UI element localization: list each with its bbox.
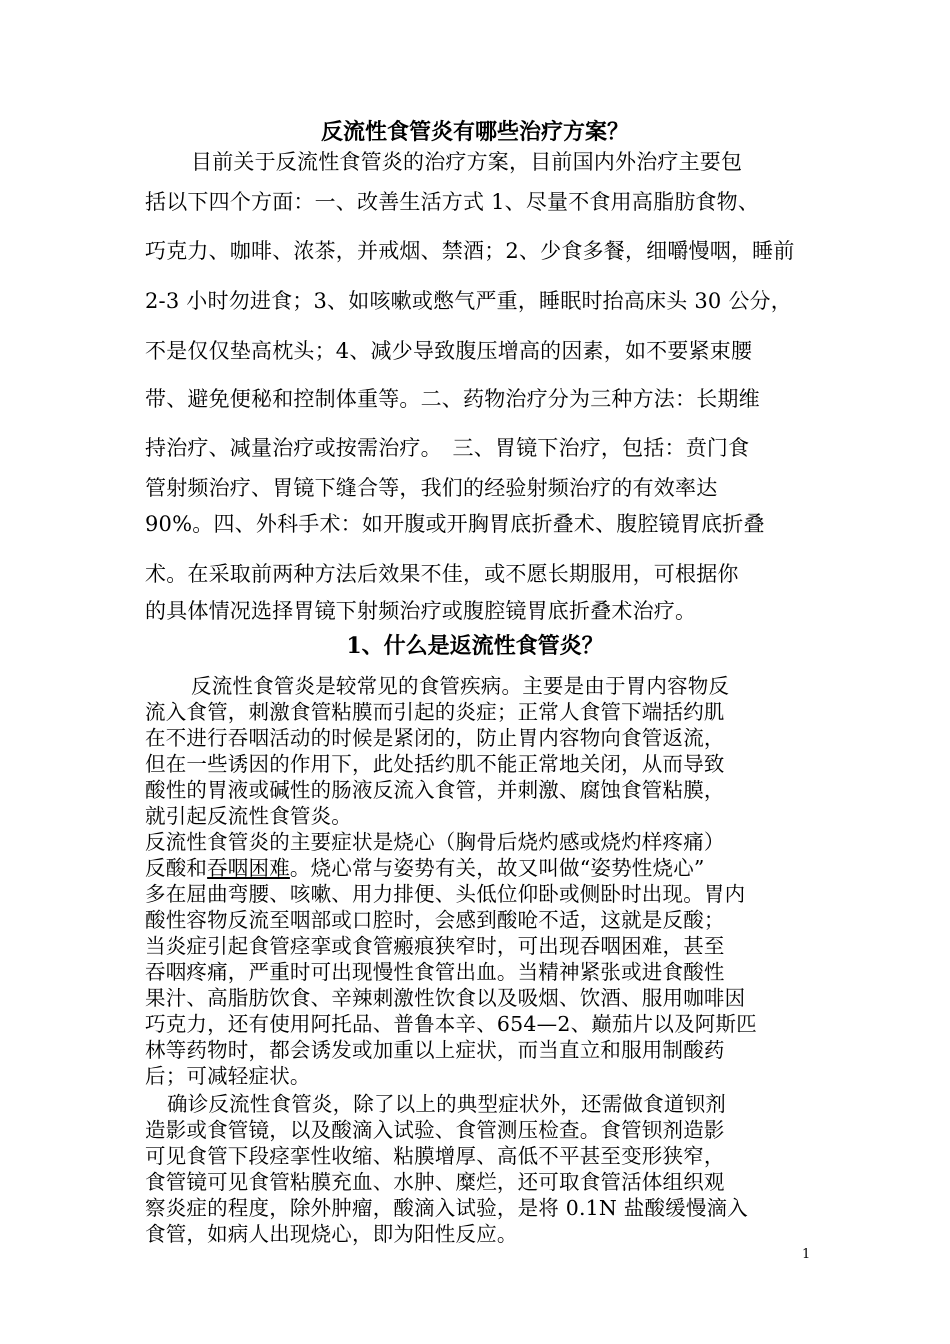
paragraph-line: 管射频治疗、胃镜下缝合等，我们的经验射频治疗的有效率达 [145, 476, 718, 500]
paragraph-line: 吞咽疼痛，严重时可出现慢性食管出血。当精神紧张或进食酸性 [145, 960, 725, 984]
paragraph-line: 流入食管，刺激食管粘膜而引起的炎症；正常人食管下端括约肌 [145, 700, 725, 724]
paragraph-line: 的具体情况选择胃镜下射频治疗或腹腔镜胃底折叠术治疗。 [145, 599, 697, 623]
paragraph-line: 目前关于反流性食管炎的治疗方案，目前国内外治疗主要包 [191, 150, 743, 174]
section-heading: 1、什么是返流性食管炎？ [346, 633, 604, 659]
paragraph-line: 带、避免便秘和控制体重等。二、药物治疗分为三种方法：长期维 [145, 387, 760, 411]
paragraph-line: 反流性食管炎的主要症状是烧心（胸骨后烧灼感或烧灼样疼痛） [145, 830, 725, 854]
paragraph-line: 后；可减轻症状。 [145, 1064, 311, 1088]
paragraph-line: 酸性容物反流至咽部或口腔时，会感到酸呛不适，这就是反酸； [145, 908, 725, 932]
paragraph-line: 林等药物时，都会诱发或加重以上症状，而当直立和服用制酸药 [145, 1038, 725, 1062]
paragraph-line: 2-3 小时勿进食；3、如咳嗽或憋气严重，睡眠时抬高床头 30 公分， [145, 289, 792, 313]
paragraph-line: 括以下四个方面：一、改善生活方式 1、尽量不食用高脂肪食物、 [145, 190, 760, 214]
paragraph-line: 食管镜可见食管粘膜充血、水肿、糜烂，还可取食管活体组织观 [145, 1170, 725, 1194]
paragraph-line: 当炎症引起食管痉挛或食管瘢痕狭窄时，可出现吞咽困难，甚至 [145, 934, 725, 958]
paragraph-line: 持治疗、减量治疗或按需治疗。 三、胃镜下治疗，包括：贲门食 [145, 436, 750, 460]
paragraph-line: 果汁、高脂肪饮食、辛辣刺激性饮食以及吸烟、饮酒、服用咖啡因 [145, 986, 746, 1010]
paragraph-line: 食管，如病人出现烧心，即为阳性反应。 [145, 1222, 518, 1246]
paragraph-line: 造影或食管镜，以及酸滴入试验、食管测压检查。食管钡剂造影 [145, 1118, 725, 1142]
paragraph-line: 就引起反流性食管炎。 [145, 804, 352, 828]
paragraph-line: 术。在采取前两种方法后效果不佳，或不愿长期服用，可根据你 [145, 562, 739, 586]
paragraph-line: 90%。四、外科手术：如开腹或开胸胃底折叠术、腹腔镜胃底折叠 [145, 512, 765, 536]
paragraph-line: 可见食管下段痉挛性收缩、粘膜增厚、高低不平甚至变形狭窄， [145, 1144, 725, 1168]
paragraph-line: 不是仅仅垫高枕头；4、减少导致腹压增高的因素，如不要紧束腰 [145, 339, 753, 363]
paragraph-line: 多在屈曲弯腰、咳嗽、用力排便、头低位仰卧或侧卧时出现。胃内 [145, 882, 746, 906]
paragraph-line: 察炎症的程度，除外肿瘤，酸滴入试验，是将 0.1N 盐酸缓慢滴入 [145, 1196, 748, 1220]
text-span: 反酸和 [145, 856, 208, 880]
paragraph-line: 在不进行吞咽活动的时候是紧闭的，防止胃内容物向食管返流， [145, 726, 725, 750]
document-title: 反流性食管炎有哪些治疗方案？ [320, 119, 629, 145]
paragraph-line: 反流性食管炎是较常见的食管疾病。主要是由于胃内容物反 [191, 674, 730, 698]
swallowing-difficulty-link[interactable]: 吞咽困难 [207, 856, 290, 880]
paragraph-line: 巧克力，还有使用阿托品、普鲁本辛、654—2、巅茄片以及阿斯匹 [145, 1012, 757, 1036]
text-span: 。烧心常与姿势有关，故又叫做“姿势性烧心” [289, 856, 705, 880]
paragraph-line: 确诊反流性食管炎，除了以上的典型症状外，还需做食道钡剂 [167, 1092, 726, 1116]
paragraph-line: 酸性的胃液或碱性的肠液反流入食管，并刺激、腐蚀食管粘膜， [145, 778, 725, 802]
page-number: 1 [802, 1247, 811, 1262]
paragraph-line: 巧克力、咖啡、浓茶，并戒烟、禁酒；2、少食多餐，细嚼慢咽，睡前 [145, 239, 795, 263]
paragraph-line: 但在一些诱因的作用下，此处括约肌不能正常地关闭，从而导致 [145, 752, 725, 776]
paragraph-line [145, 855, 810, 881]
